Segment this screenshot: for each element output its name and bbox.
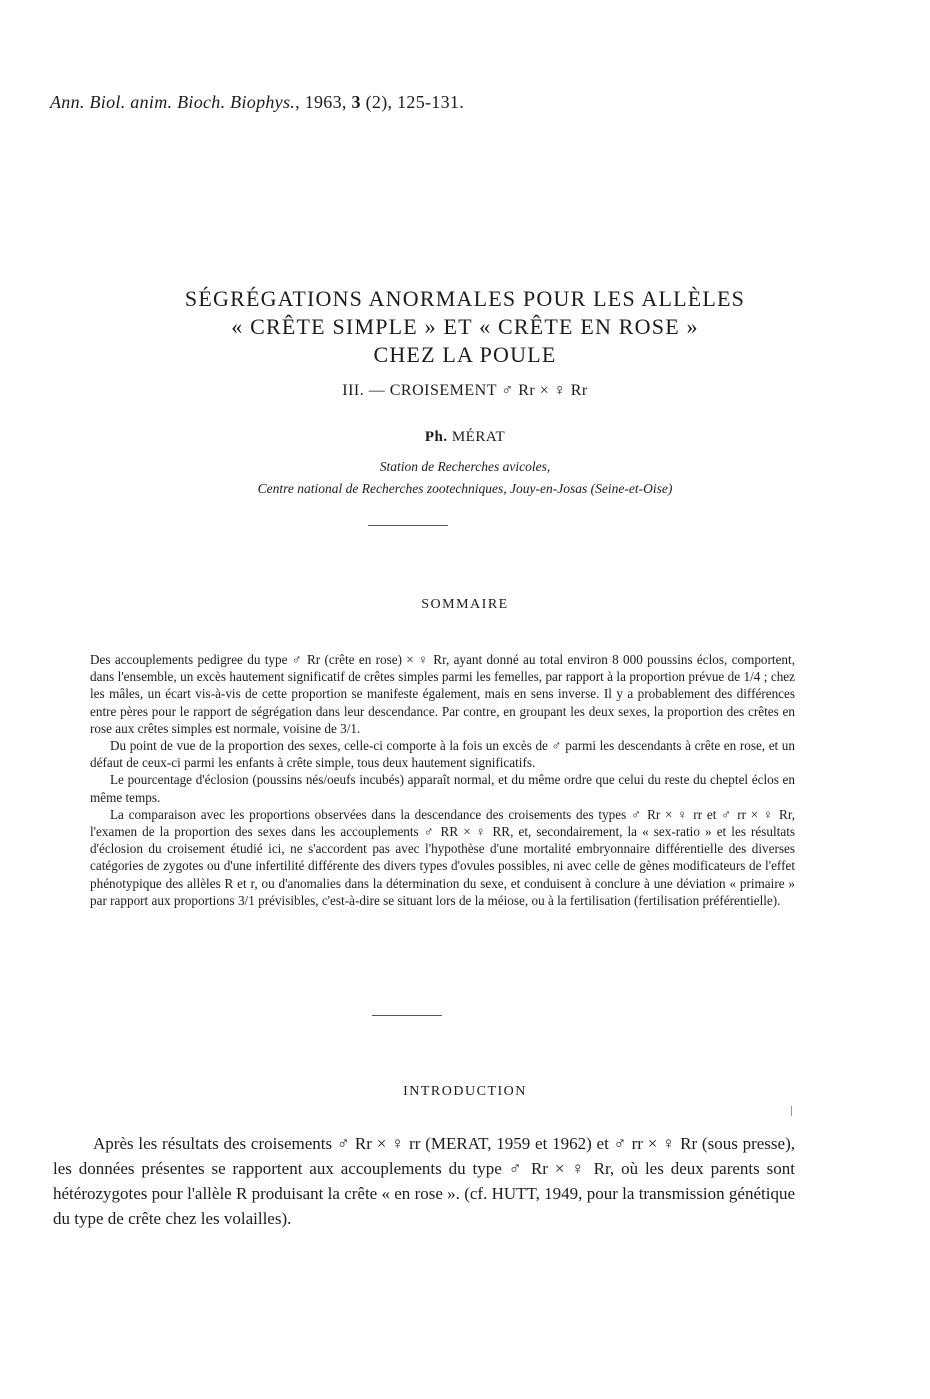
separator-rule-top (368, 525, 448, 526)
affiliation (0, 456, 930, 500)
sommaire-paragraph-4: La comparaison avec les proportions observées dans la descendance des croisements des types ♂ Rr × ♀ rr et ♂ rr × ♀ Rr, l'examen de la proportion des sexes dans les accouplements ♂ RR × ♀ RR, et, secondairement, la « sex-ratio » et les résultats d'éclosion du croisement étudié ici, ne s'accordent pas avec l'hypothèse d'une mortalité embryonnaire différentielle des diverses catégories de zygotes ou d'une infertilité différente des divers types d'ovules possibles, ni avec celle de gènes modificateurs de l'effet phénotypique des allèles R et r, ou d'anomalies dans la détermination du sexe, et conduisent à conclure à une déviation « primaire » par rapport aux proportions 3/1 prévisibles, c'est-à-dire se situant lors de la méiose, ou à la fertilisation (fertilisation préférentielle). (90, 806, 795, 908)
citation-journal: Ann. Biol. anim. Bioch. Biophys., (50, 92, 300, 112)
introduction-body (53, 1131, 795, 1231)
paper-subtitle: III. — CROISEMENT ♂ Rr × ♀ Rr (342, 382, 588, 399)
author (0, 429, 930, 446)
title-line-2: « CRÊTE SIMPLE » ET « CRÊTE EN ROSE » (231, 314, 699, 339)
author-name: MÉRAT (451, 429, 506, 445)
sommaire-heading: SOMMAIRE (421, 597, 509, 612)
citation-volume: 3 (351, 92, 361, 112)
margin-tick (791, 1106, 792, 1116)
sommaire-paragraph-2: Du point de vue de la proportion des sexes, celle-ci comporte à la fois un excès de ♂ parmi les descendants à crête en rose, et un défaut de ceux-ci parmi les enfants à crête simple, tous deux hautement significatifs. (90, 738, 795, 771)
citation-issue-pages: (2), 125-131. (365, 92, 465, 112)
separator-rule-bottom (372, 1015, 442, 1016)
journal-citation (50, 92, 464, 113)
sommaire-paragraph-3: Le pourcentage d'éclosion (poussins nés/oeufs incubés) apparaît normal, et du même ordre que celui du reste du cheptel éclos en même temps. (90, 772, 795, 805)
affiliation-line-2: Centre national de Recherches zootechniques, Jouy-en-Josas (Seine-et-Oise) (257, 481, 673, 496)
affiliation-line-1: Station de Recherches avicoles, (379, 459, 551, 474)
author-initials: Ph. (424, 429, 448, 445)
introduction-heading: INTRODUCTION (403, 1084, 527, 1099)
title-line-3: CHEZ LA POULE (373, 342, 557, 367)
sommaire-paragraph-1: Des accouplements pedigree du type ♂ Rr (crête en rose) × ♀ Rr, ayant donné au total environ 8 000 poussins éclos, comportent, dans l'ensemble, un excès hautement significatif de crêtes simples parmi les femelles, par rapport à la proportion prévue de 1/4 ; chez les mâles, un écart vis-à-vis de cette proportion se manifeste également, mais en sens inverse. Il y a probablement des différences entre pères pour le rapport de ségrégation dans leur descendance. Par contre, en groupant les deux sexes, la proportion des crêtes en rose aux crêtes simples est normale, voisine de 3/1. (90, 652, 795, 736)
title-line-1: SÉGRÉGATIONS ANORMALES POUR LES ALLÈLES (184, 286, 746, 311)
paper-title (0, 285, 930, 369)
introduction-paragraph: Après les résultats des croisements ♂ Rr × ♀ rr (MERAT, 1959 et 1962) et ♂ rr × ♀ Rr (sous presse), les données présentes se rapportent aux accouplements du type ♂ Rr × ♀ Rr, où les deux parents sont hétérozygotes pour l'allèle R produisant la crête « en rose ». (cf. HUTT, 1949, pour la transmission génétique du type de crête chez les volailles). (53, 1134, 795, 1228)
citation-year: 1963, (304, 92, 347, 112)
sommaire-body (90, 651, 795, 909)
